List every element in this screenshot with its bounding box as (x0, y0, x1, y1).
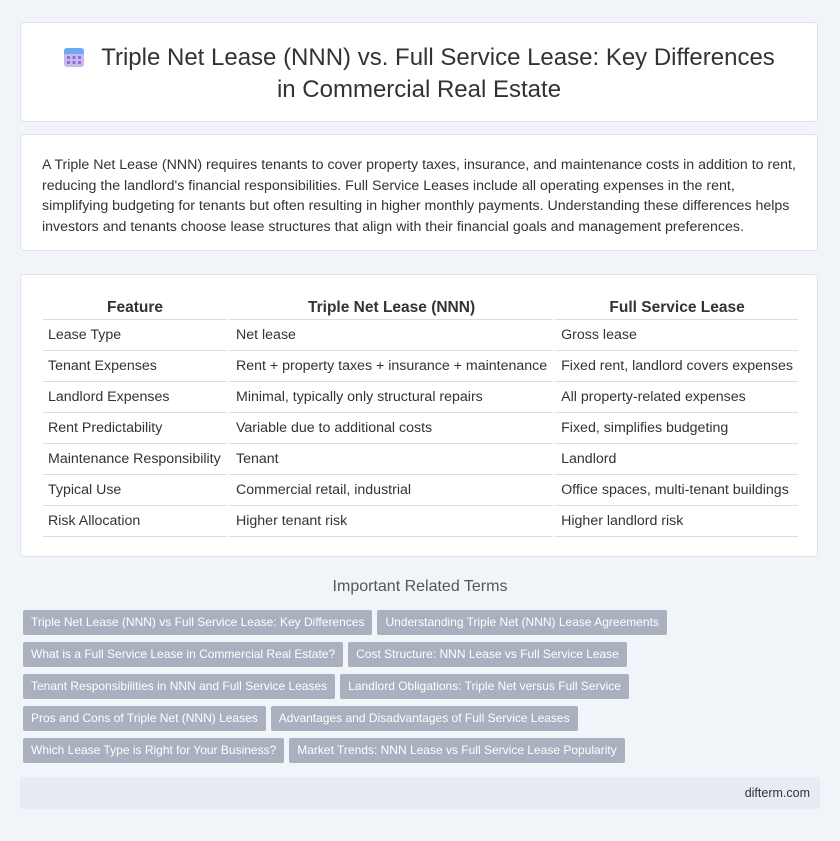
table-cell: Rent Predictability (43, 413, 227, 444)
table-cell: Office spaces, multi-tenant buildings (552, 475, 798, 506)
intro-paragraph: A Triple Net Lease (NNN) requires tenants to cover property taxes, insurance, and maintenance costs in addition to rent, reducing the landlord's financial responsibilities. Full Service Leases include all operating expenses in the rent, simplifying budgeting for tenants but often resulting in higher monthly payments. Understanding these differences helps investors and tenants choose lease structures that align with their financial goals and management preferences. (42, 157, 796, 235)
related-term-link[interactable]: Pros and Cons of Triple Net (NNN) Leases (23, 706, 266, 731)
tag-row (23, 610, 823, 642)
table-row (43, 413, 798, 444)
table-cell: Tenant Expenses (43, 351, 227, 382)
table-cell: Risk Allocation (43, 506, 227, 537)
related-terms-list (23, 610, 823, 770)
page-title (21, 43, 817, 104)
table-cell: Tenant (227, 444, 552, 475)
comparison-table (43, 295, 798, 537)
table-cell: Commercial retail, industrial (227, 475, 552, 506)
title-wrap (21, 43, 817, 104)
related-term-link[interactable]: Cost Structure: NNN Lease vs Full Service Lease (348, 642, 627, 667)
related-terms-title: Important Related Terms (332, 578, 508, 595)
table-cell: Maintenance Responsibility (43, 444, 227, 475)
table-cell: Fixed, simplifies budgeting (552, 413, 798, 444)
column-header: Triple Net Lease (NNN) (227, 295, 552, 320)
table-cell: Net lease (227, 320, 552, 351)
column-header: Feature (43, 295, 227, 320)
table-cell: Fixed rent, landlord covers expenses (552, 351, 798, 382)
table-cell: Lease Type (43, 320, 227, 351)
table-row (43, 444, 798, 475)
table-row (43, 506, 798, 537)
related-term-link[interactable]: What is a Full Service Lease in Commercial Real Estate? (23, 642, 343, 667)
comparison-table-card (20, 274, 818, 557)
related-term-link[interactable]: Advantages and Disadvantages of Full Service Leases (271, 706, 578, 731)
header-card (20, 22, 818, 122)
table-cell: Rent + property taxes + insurance + maintenance (227, 351, 552, 382)
table-cell: Landlord (552, 444, 798, 475)
table-row (43, 382, 798, 413)
tag-row (23, 642, 823, 674)
related-term-link[interactable]: Which Lease Type is Right for Your Business? (23, 738, 284, 763)
site-link[interactable]: difterm.com (744, 786, 810, 800)
intro-card (20, 134, 818, 251)
calendar-icon (63, 46, 85, 75)
table-cell: Higher landlord risk (552, 506, 798, 537)
table-cell: Higher tenant risk (227, 506, 552, 537)
related-term-link[interactable]: Triple Net Lease (NNN) vs Full Service Lease: Key Differences (23, 610, 372, 635)
table-row (43, 351, 798, 382)
tag-row (23, 738, 823, 770)
table-cell: Variable due to additional costs (227, 413, 552, 444)
tag-row (23, 706, 823, 738)
table-cell: Landlord Expenses (43, 382, 227, 413)
related-term-link[interactable]: Market Trends: NNN Lease vs Full Service Lease Popularity (289, 738, 624, 763)
table-cell: Minimal, typically only structural repairs (227, 382, 552, 413)
table-row (43, 475, 798, 506)
footer (20, 777, 820, 809)
table-cell: Gross lease (552, 320, 798, 351)
table-row (43, 320, 798, 351)
page-title-text: Triple Net Lease (NNN) vs. Full Service Lease: Key Differences in Commercial Real Estate (101, 44, 775, 103)
table-cell: All property-related expenses (552, 382, 798, 413)
related-term-link[interactable]: Understanding Triple Net (NNN) Lease Agreements (377, 610, 666, 635)
table-cell: Typical Use (43, 475, 227, 506)
tag-row (23, 674, 823, 706)
related-term-link[interactable]: Landlord Obligations: Triple Net versus Full Service (340, 674, 629, 699)
table-header-row (43, 295, 798, 320)
column-header: Full Service Lease (552, 295, 798, 320)
related-term-link[interactable]: Tenant Responsibilities in NNN and Full Service Leases (23, 674, 335, 699)
